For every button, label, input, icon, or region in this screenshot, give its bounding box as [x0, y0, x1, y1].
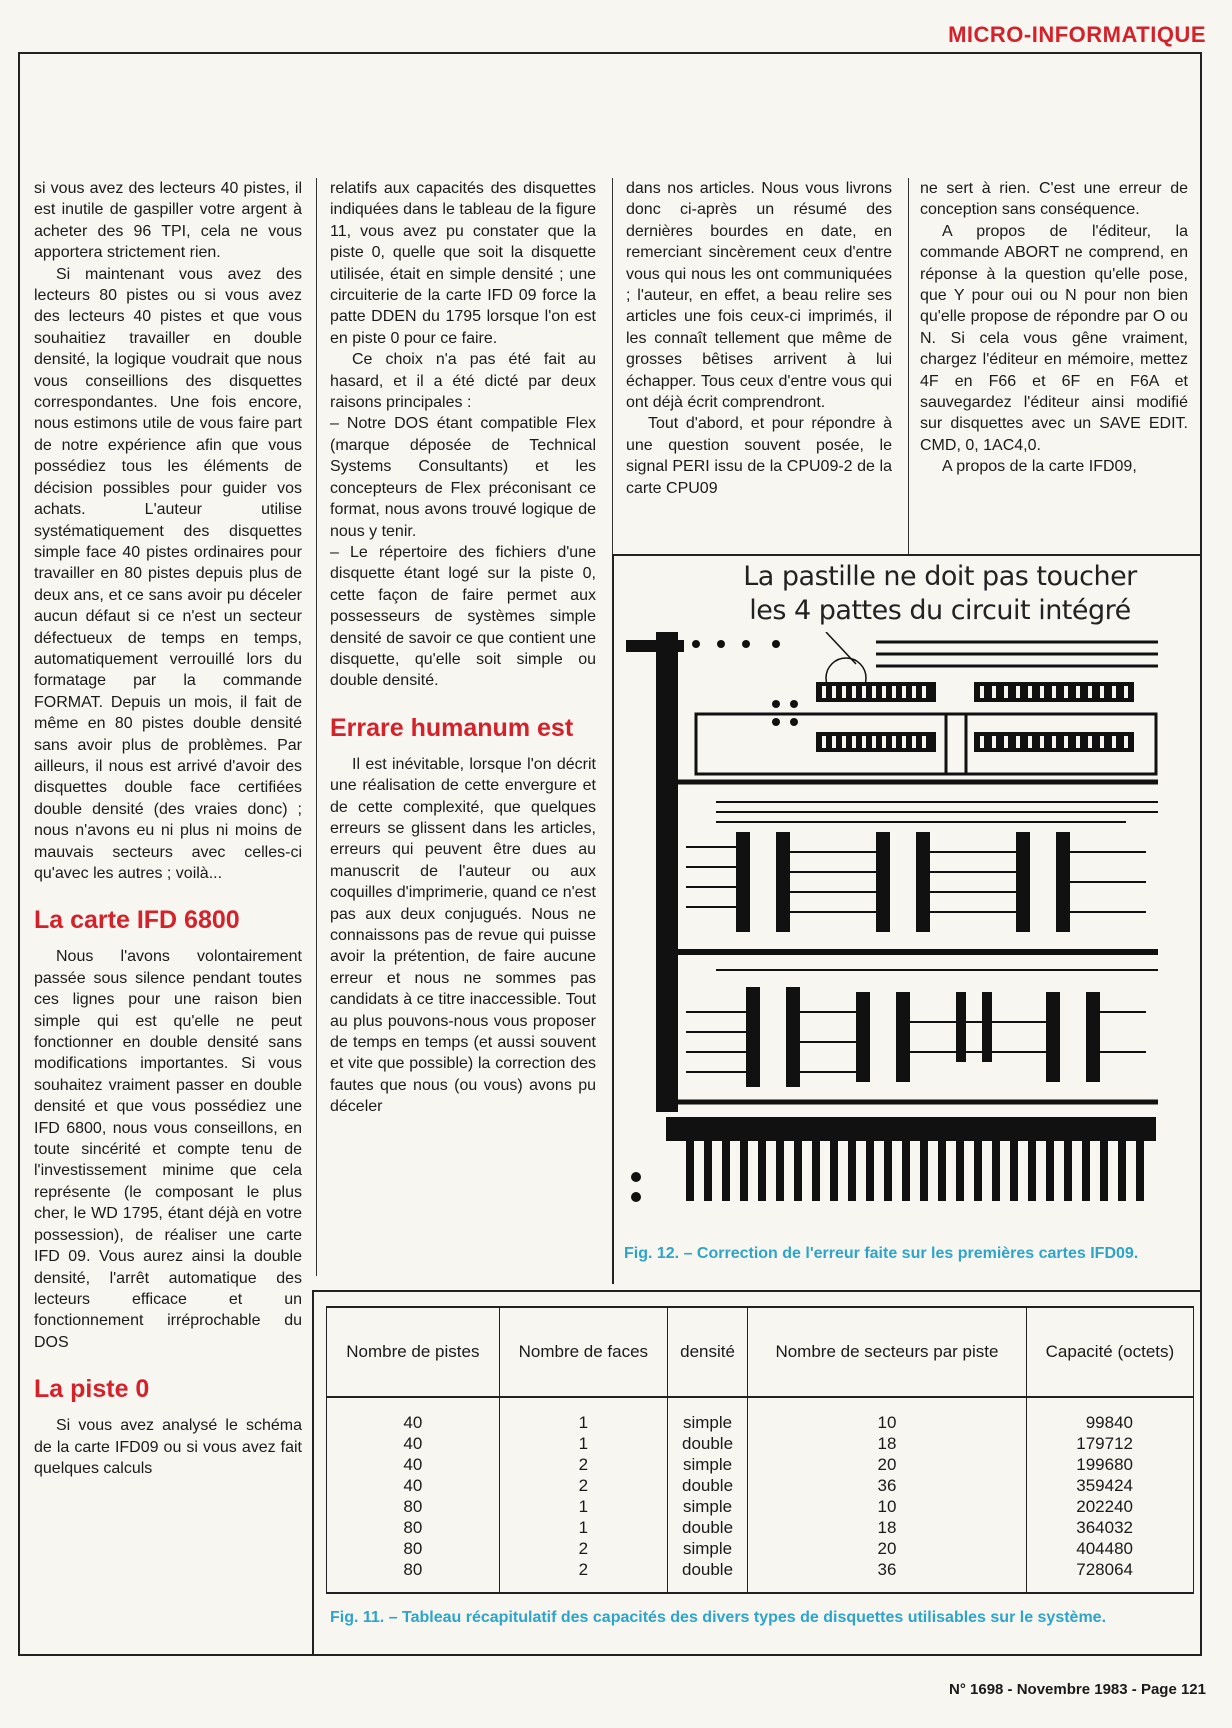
table-cell: 80: [327, 1538, 500, 1559]
table-row: [327, 1397, 1194, 1433]
table-cell: 1: [499, 1496, 667, 1517]
paragraph: – Notre DOS étant compatible Flex (marque déposée de Technical Systems Consultants) et les concepteurs de Flex préconisant ce format, nous avons trouvé logique de nous y tenir.: [330, 415, 596, 540]
table-row: [327, 1517, 1194, 1538]
table-cell: 2: [499, 1475, 667, 1496]
paragraph: relatifs aux capacités des disquettes indiquées dans le tableau de la figure 11, vous avez pu constater que la piste 0, quelle que soit la disquette utilisée, était en simple densité ; une circuiterie de la carte IFD 09 force la patte DDEN du 1795 lorsque l'on est en piste 0 pour ce faire.: [330, 180, 596, 347]
table-cell: 40: [327, 1475, 500, 1496]
table-cell: 1: [499, 1433, 667, 1454]
paragraph: – Le répertoire des fichiers d'une disquette étant logé sur la piste 0, cette façon de faire permet aux possesseurs de systèmes simple densité de savoir ce que contient une disquette, qu'elle soit simple ou double densité.: [330, 543, 596, 690]
table-cell: 99840: [1026, 1397, 1193, 1433]
column-4: [920, 178, 1188, 478]
table-cell: 80: [327, 1559, 500, 1593]
table-cell: 199680: [1026, 1454, 1193, 1475]
column-1: [34, 178, 302, 1479]
table-cell: 1: [499, 1517, 667, 1538]
table-cell: double: [667, 1517, 747, 1538]
table-header-cell: Nombre de faces: [499, 1307, 667, 1397]
table-header-cell: Capacité (octets): [1026, 1307, 1193, 1397]
table-row: [327, 1454, 1194, 1475]
paragraph: Nous l'avons volontairement passée sous silence pendant toutes ces lignes pour une raison bien simple qui est qu'elle ne peut fonctionner en double densité sans modifications importantes. Si vous souhaitez vraiment passer en double densité et que vous possédiez une IFD 6800, nous vous conseillons, en toute sincérité et compte tenu de l'investissement minime que cela représente (le composant le plus cher, le WD 1795, étant déjà en votre possession), de réaliser une carte IFD 09. Vous aurez ainsi la double densité, l'arrêt automatique des lecteurs efficace et un fonctionnement irréprochable du DOS: [34, 948, 302, 1351]
table-cell: double: [667, 1475, 747, 1496]
table-cell: 728064: [1026, 1559, 1193, 1593]
table-header-cell: Nombre de secteurs par piste: [748, 1307, 1027, 1397]
column-2: [330, 178, 596, 1118]
paragraph: dans nos articles. Nous vous livrons donc ci-après un résumé des dernières bourdes en date, en remerciant sincèrement ceux d'entre vous qui nous les ont communiquées ; l'auteur, en effet, a beau relire ses articles une fois ceux-ci imprimés, il les connaît tellement que même de grosses bêtises arrivent à lui échapper. Tous ceux d'entre vous qui ont déjà écrit comprendront.: [626, 180, 892, 412]
table-row: [327, 1559, 1194, 1593]
table-header-cell: densité: [667, 1307, 747, 1397]
table-cell: simple: [667, 1496, 747, 1517]
table-cell: 2: [499, 1454, 667, 1475]
paragraph: Tout d'abord, et pour répondre à une question souvent posée, le signal PERI issu de la CPU09-2 de la carte CPU09: [626, 415, 892, 497]
column-divider: [908, 178, 909, 554]
table-cell: 20: [748, 1538, 1027, 1559]
paragraph: Si vous avez analysé le schéma de la carte IFD09 ou si vous avez fait quelques calculs: [34, 1417, 302, 1477]
handnote-line: les 4 pattes du circuit intégré: [749, 595, 1131, 626]
section-header: MICRO-INFORMATIQUE: [948, 22, 1206, 47]
handnote-line: La pastille ne doit pas toucher: [743, 561, 1137, 592]
paragraph: Il est inévitable, lorsque l'on décrit une réalisation de cette envergure et de cette complexité, que quelques erreurs se glissent dans les articles, erreurs qui peuvent être dues au manuscrit de l'auteur ou aux coquilles d'imprimerie, quand ce n'est pas aux deux conjugués. Nous ne connaissons pas de revue qui puisse avoir la prétention, de faire aucune erreur et nous ne sommes pas candidats à ce titre inaccessible. Tout au plus pouvons-nous vous proposer de temps en temps (et aussi souvent et vite que possible) la correction des fautes que nous (ou vous) avons pu déceler: [330, 755, 596, 1116]
table-cell: double: [667, 1559, 747, 1593]
table-cell: 40: [327, 1433, 500, 1454]
table-cell: 10: [748, 1496, 1027, 1517]
figure-12-caption: Fig. 12. – Correction de l'erreur faite sur les premières cartes IFD09.: [624, 1245, 1139, 1262]
table-cell: 202240: [1026, 1496, 1193, 1517]
table-cell: double: [667, 1433, 747, 1454]
capacity-table: [326, 1306, 1194, 1594]
paragraph: Si maintenant vous avez des lecteurs 80 pistes ou si vous avez des lecteurs 40 pistes et que vous souhaitiez travailler en double densité, la logique voudrait que nous vous conseillions des disquettes correspondantes. Une fois encore, nous estimons utile de vous faire part de notre expérience afin que vous possédiez tous les éléments de décision possibles pour guider vos achats. L'auteur utilise systématiquement des disquettes simple face 40 pistes ordinaires pour travailler en 80 pistes depuis plus de deux ans, et ce sans avoir pu déceler aucun défaut si ce n'est un secteur défectueux de temps en temps, automatiquement verrouillé lors du formatage par la commande FORMAT. Depuis un mois, il fait de même en 80 pistes double densité sans avoir plus de problèmes. Par ailleurs, il nous est arrivé d'avoir des disquettes double face certifiées double densité (des vraies donc) ; nous n'avons eu ni plus ni moins de mauvais secteurs avec celles-ci qu'avec les autres ; voilà...: [34, 265, 302, 882]
paragraph: A propos de la carte IFD09,: [942, 458, 1137, 476]
table-cell: 18: [748, 1433, 1027, 1454]
table-cell: 404480: [1026, 1538, 1193, 1559]
table-row: [327, 1475, 1194, 1496]
table-header-row: [327, 1307, 1194, 1397]
figure-12-handwritten-note: [720, 560, 1160, 628]
table-cell: 80: [327, 1496, 500, 1517]
paragraph: A propos de l'éditeur, la commande ABORT ne comprend, en réponse à la question qu'elle pose, que Y pour oui ou N pour non bien qu'elle propose de répondre par O ou N. Si cela vous gêne vraiment, chargez l'éditeur en mémoire, mettez 4F en F66 et 6F en F6A et sauvegardez l'éditeur ainsi modifié sur disquettes avec un SAVE EDIT. CMD, 0, 1AC4,0.: [920, 222, 1188, 454]
section-heading: Errare humanum est: [330, 713, 574, 742]
table-cell: 18: [748, 1517, 1027, 1538]
section-heading: La piste 0: [34, 1375, 150, 1404]
table-cell: 10: [748, 1397, 1027, 1433]
table-row: [327, 1538, 1194, 1559]
table-cell: simple: [667, 1454, 747, 1475]
table-cell: 20: [748, 1454, 1027, 1475]
table-cell: 40: [327, 1397, 500, 1433]
table-cell: 80: [327, 1517, 500, 1538]
paragraph: si vous avez des lecteurs 40 pistes, il est inutile de gaspiller votre argent à acheter des 96 TPI, cela ne vous apportera strictement rien.: [34, 180, 302, 262]
column-3: [626, 178, 892, 499]
page-footer: N° 1698 - Novembre 1983 - Page 121: [949, 1681, 1206, 1698]
column-divider: [316, 178, 317, 1276]
table-cell: 179712: [1026, 1433, 1193, 1454]
table-cell: 36: [748, 1559, 1027, 1593]
column-divider: [612, 178, 613, 554]
figure-11-caption: Fig. 11. – Tableau récapitulatif des capacités des divers types de disquettes utilisables sur le système.: [330, 1609, 1107, 1626]
paragraph: ne sert à rien. C'est une erreur de conception sans conséquence.: [920, 180, 1188, 219]
table-cell: 2: [499, 1538, 667, 1559]
table-header-cell: Nombre de pistes: [327, 1307, 500, 1397]
table-cell: 364032: [1026, 1517, 1193, 1538]
table-cell: 1: [499, 1397, 667, 1433]
paragraph: Ce choix n'a pas été fait au hasard, et il a été dicté par deux raisons principales :: [330, 351, 596, 412]
table-cell: 40: [327, 1454, 500, 1475]
table-cell: simple: [667, 1397, 747, 1433]
section-heading: La carte IFD 6800: [34, 906, 240, 935]
table-cell: 2: [499, 1559, 667, 1593]
table-row: [327, 1496, 1194, 1517]
table-cell: simple: [667, 1538, 747, 1559]
pcb-layout-image: [626, 632, 1158, 1240]
table-cell: 36: [748, 1475, 1027, 1496]
table-row: [327, 1433, 1194, 1454]
table-cell: 359424: [1026, 1475, 1193, 1496]
